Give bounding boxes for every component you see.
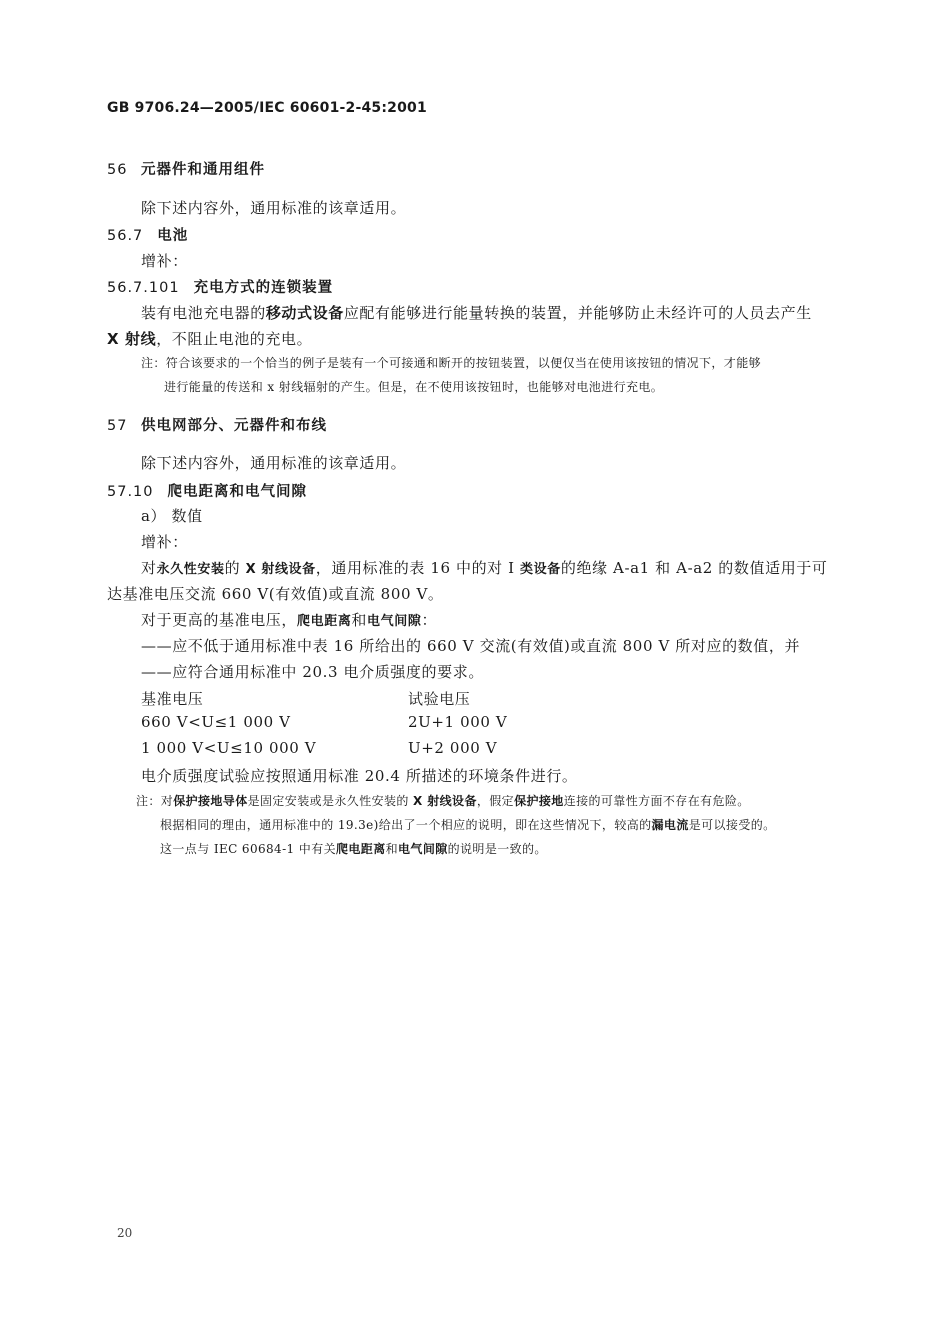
- text: ，假定: [476, 794, 515, 808]
- text: 和: [351, 611, 368, 629]
- section-title: 供电网部分、元器件和布线: [141, 418, 327, 434]
- text: ，不阻止电池的充电。: [156, 330, 313, 348]
- section-number: 56: [107, 162, 128, 178]
- section-number: 57: [107, 418, 128, 434]
- section-title: 电池: [157, 228, 189, 244]
- paragraph: [141, 302, 812, 323]
- list-item-a: a） 数值: [141, 507, 203, 525]
- text: 注：对: [136, 794, 174, 808]
- paragraph: 达基准电压交流 660 V(有效值)或直流 800 V。: [107, 585, 444, 603]
- defined-term: 移动式设备: [265, 304, 344, 322]
- paragraph: 电介质强度试验应按照通用标准 20.4 所描述的环境条件进行。: [141, 767, 578, 785]
- text: 的说明是一致的。: [447, 842, 547, 856]
- defined-term: X 射线设备: [245, 562, 316, 577]
- page-number: 20: [117, 1226, 133, 1240]
- text: 的绝缘 A-a1 和 A-a2 的数值适用于可: [560, 559, 828, 577]
- table-cell-test: U+2 000 V: [408, 739, 498, 757]
- defined-term: X 射线设备: [413, 794, 477, 808]
- defined-term: 爬电距离: [336, 842, 386, 856]
- document-header: GB 9706.24—2005/IEC 60601-2-45:2001: [107, 100, 427, 116]
- paragraph: 除下述内容外，通用标准的该章适用。: [141, 199, 407, 217]
- text: ，通用标准的表 16 中的对 Ⅰ: [315, 559, 521, 577]
- text: 这一点与 IEC 60684-1 中有关: [160, 842, 336, 856]
- note-continuation: [160, 840, 547, 857]
- section-title: 元器件和通用组件: [141, 162, 265, 178]
- defined-term: 保护接地: [514, 794, 564, 808]
- table-cell-test: 2U+1 000 V: [408, 713, 508, 731]
- text: 连接的可靠性方面不存在有危险。: [563, 794, 750, 808]
- note: 注：符合该要求的一个恰当的例子是装有一个可接通和断开的按钮装置，以便仅当在使用该按钮的情况下，才能够: [141, 356, 762, 370]
- paragraph: [141, 609, 437, 630]
- subsection-56-7-101-heading: [107, 276, 333, 297]
- text: 应配有能够进行能量转换的装置，并能够防止未经许可的人员去产生: [343, 304, 812, 322]
- table-cell-reference: 1 000 V<U≤10 000 V: [141, 739, 317, 757]
- text: 装有电池充电器的: [141, 304, 266, 322]
- dash-item: ——应符合通用标准中 20.3 电介质强度的要求。: [141, 663, 484, 681]
- text: 的: [224, 559, 246, 577]
- text: 对: [141, 559, 157, 577]
- paragraph: [107, 328, 312, 349]
- note-continuation: [160, 816, 776, 833]
- text: 和: [385, 842, 399, 856]
- section-57-heading: [107, 414, 327, 435]
- text: 对于更高的基准电压，: [141, 611, 298, 629]
- table-header-reference-voltage: 基准电压: [141, 690, 204, 708]
- text: 根据相同的理由，通用标准中的 19.3e)给出了一个相应的说明，即在这些情况下，较高的: [160, 818, 652, 832]
- amendment-label: 增补：: [141, 252, 188, 270]
- defined-term: 保护接地导体: [173, 794, 248, 808]
- defined-term: 漏电流: [651, 818, 689, 832]
- defined-term: 电气间隙: [398, 842, 448, 856]
- amendment-label: 增补：: [141, 533, 188, 551]
- section-number: 56.7.101: [107, 280, 180, 296]
- text: 是固定安装或是永久性安装的: [247, 794, 414, 808]
- paragraph: 除下述内容外，通用标准的该章适用。: [141, 454, 407, 472]
- subsection-57-10-heading: [107, 480, 307, 501]
- dash-item: ——应不低于通用标准中表 16 所给出的 660 V 交流(有效值)或直流 800 V 所对应的数值，并: [141, 637, 801, 655]
- defined-term: X 射线: [107, 330, 157, 348]
- defined-term: 永久性安装: [156, 562, 225, 577]
- table-header-test-voltage: 试验电压: [408, 690, 471, 708]
- text: 是可以接受的。: [688, 818, 776, 832]
- section-title: 充电方式的连锁装置: [193, 280, 334, 296]
- text: ：: [421, 611, 438, 629]
- section-number: 56.7: [107, 228, 144, 244]
- note-continuation: 进行能量的传送和 x 射线辐射的产生。但是，在不使用该按钮时，也能够对电池进行充电。: [164, 380, 664, 394]
- section-56-heading: [107, 158, 265, 179]
- section-number: 57.10: [107, 484, 154, 500]
- table-cell-reference: 660 V<U≤1 000 V: [141, 713, 291, 731]
- paragraph: [141, 557, 828, 578]
- note: [136, 792, 750, 809]
- defined-term: 电气间隙: [367, 614, 422, 629]
- defined-term: 类设备: [520, 562, 561, 577]
- subsection-56-7-heading: [107, 224, 188, 245]
- defined-term: 爬电距离: [297, 614, 352, 629]
- section-title: 爬电距离和电气间隙: [167, 484, 308, 500]
